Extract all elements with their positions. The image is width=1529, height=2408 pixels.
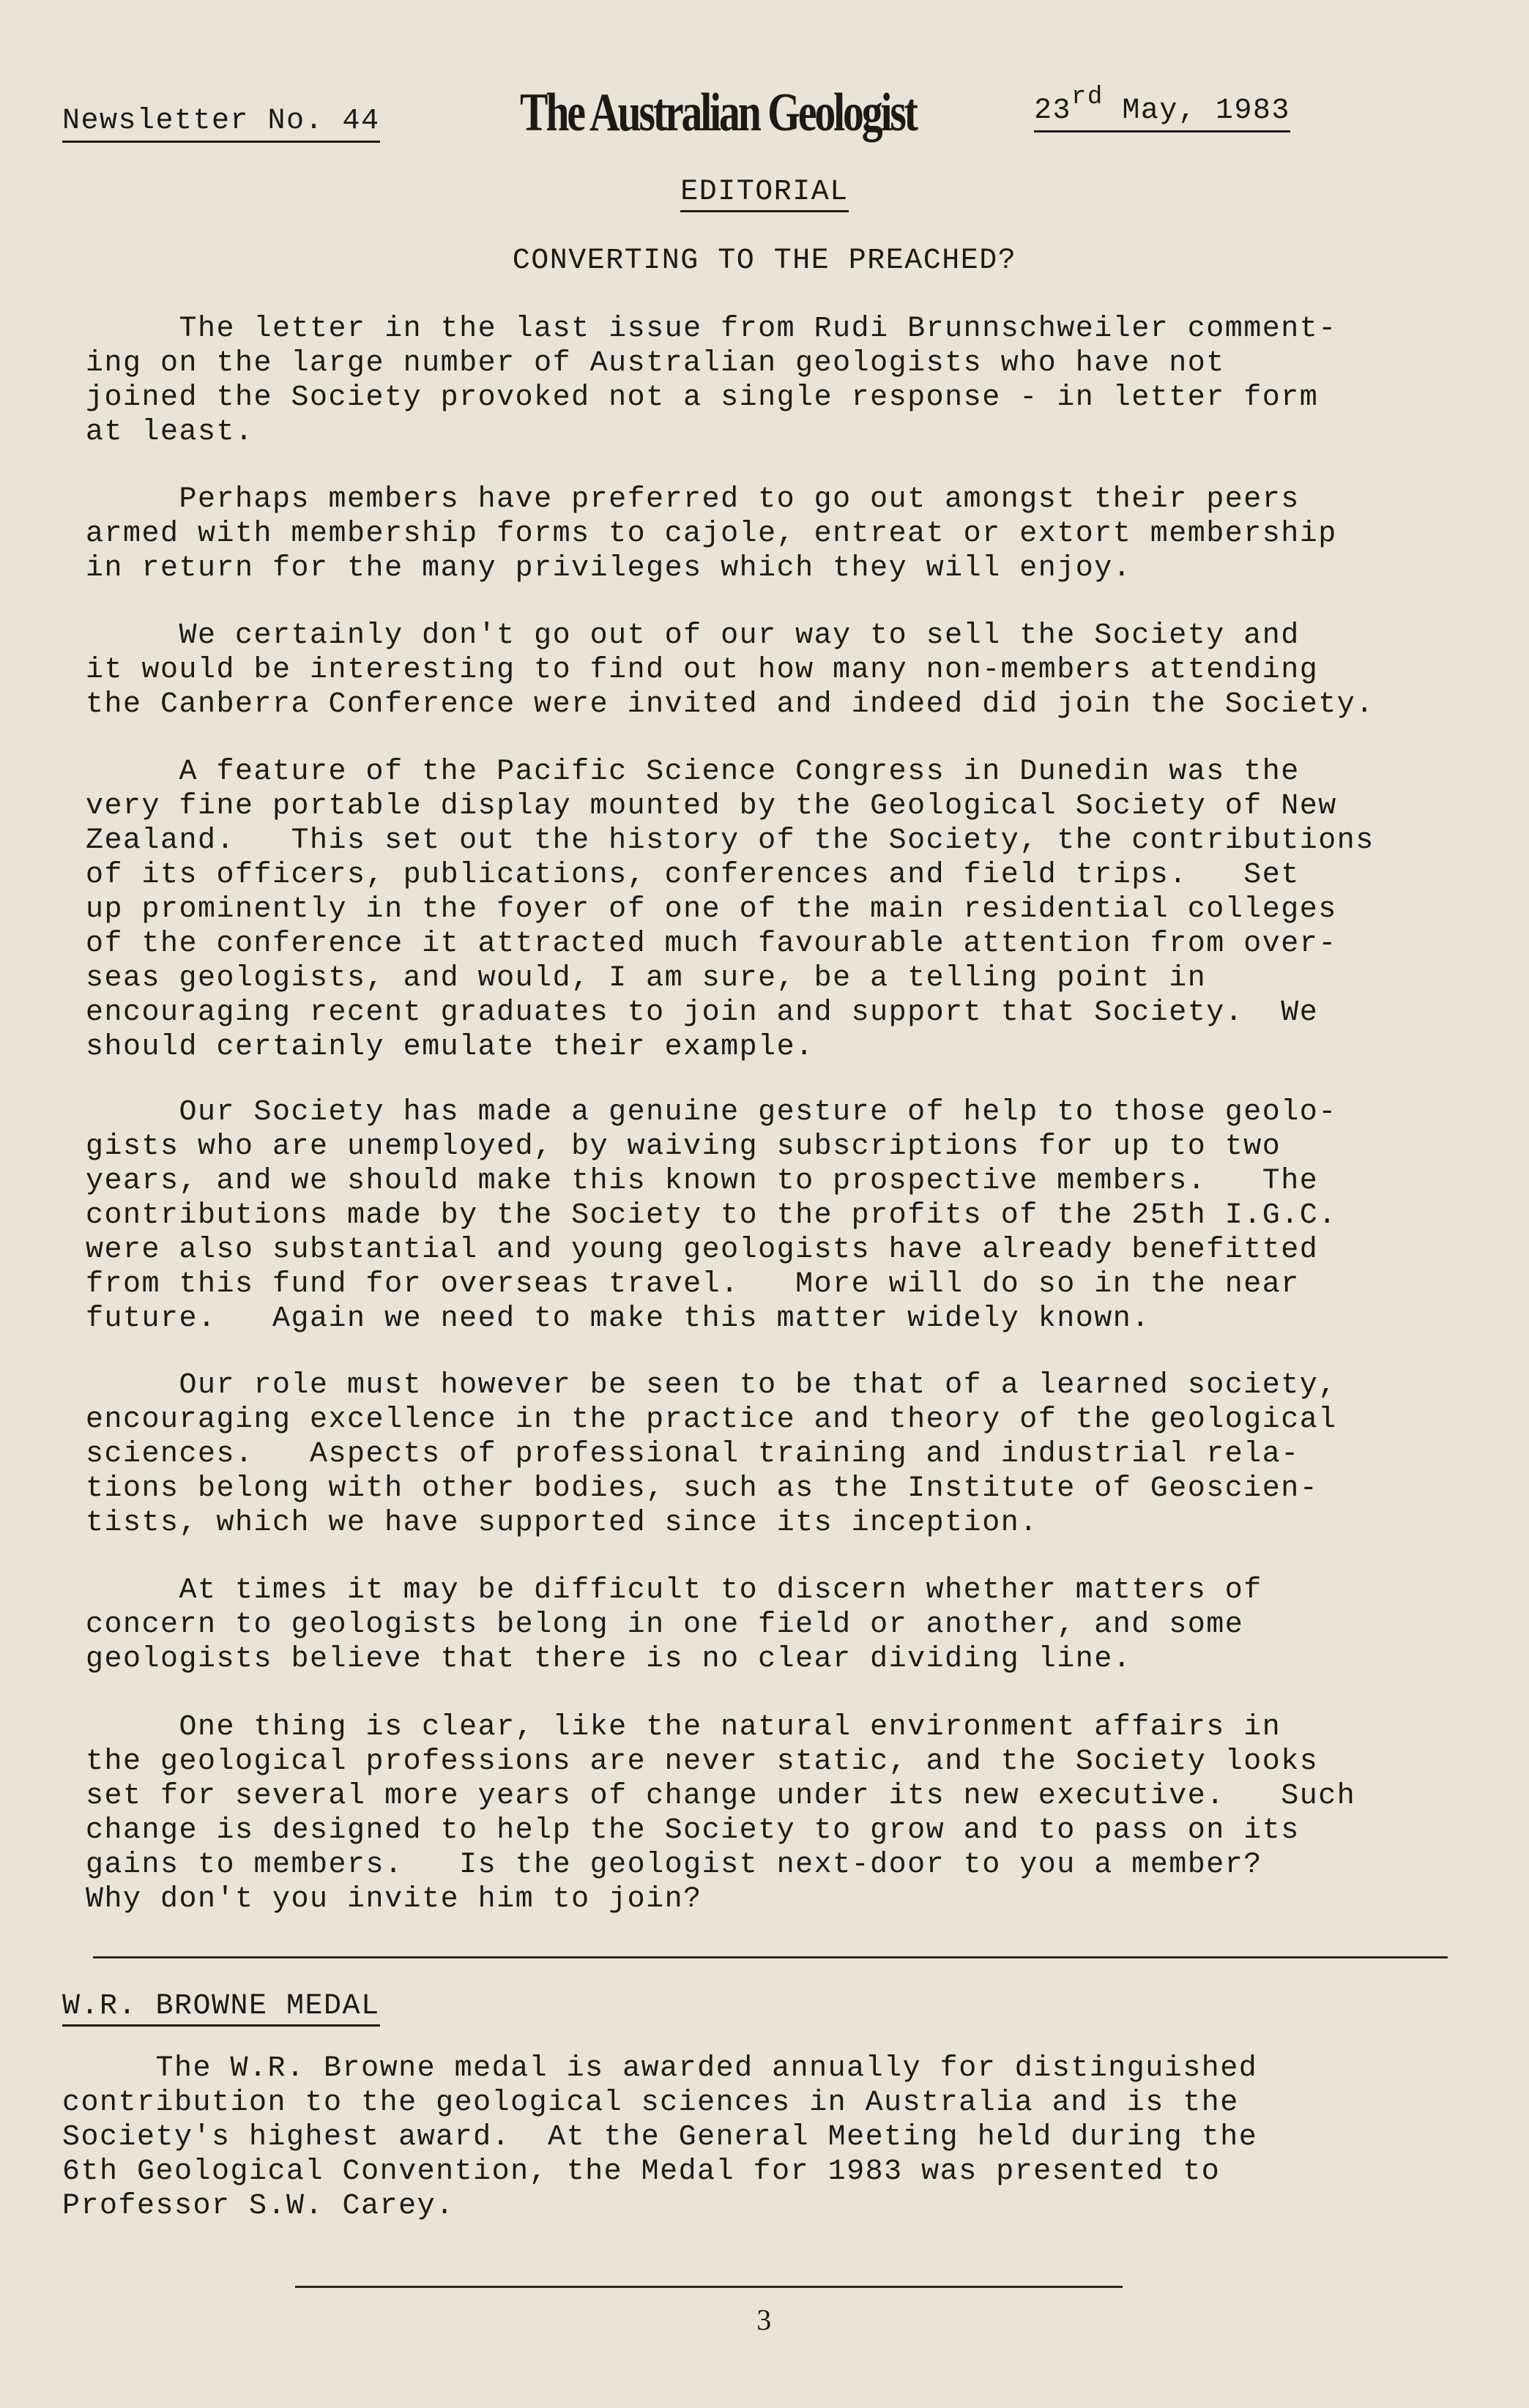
medal-paragraph: The W.R. Browne medal is awarded annually for distinguished contribution to the geological sciences in Australia and is the Society's highest award. At the General Meeting held during the 6th Geological Convention, the Medal for 1983 was presented to Professor S.W. Carey.	[62, 2052, 1258, 2223]
issue-date-month-year: May, 1983	[1103, 94, 1290, 127]
newsletter-number: Newsletter No. 44	[62, 104, 380, 143]
editorial-paragraph-4: A feature of the Pacific Science Congress in Dunedin was the very fine portable display mounted by the Geological Society of New Zealand. This set out the history of the Society, the contributions of its officers, publications, conferences and field trips. Set up prominently in the foyer of one of the main residential colleges of the conference it attracted much favourable attention from over- seas geologists, and would, I am sure, be a telling point in encouraging recent graduates to join and support that Society. We should certainly emulate their example.	[86, 756, 1374, 1064]
issue-date	[1034, 83, 1290, 133]
medal-heading: W.R. BROWNE MEDAL	[62, 1990, 380, 2027]
editorial-paragraph-6: Our role must however be seen to be that of a learned society, encouraging excellence in the practice and theory of the geological sciences. Aspects of professional training and industrial rela- tions belong with other bodies, such as the Institute of Geoscien- tists, which we have supported since its inception.	[86, 1369, 1337, 1540]
editorial-paragraph-8: One thing is clear, like the natural environment affairs in the geological professions are never static, and the Society looks set for several more years of change under its new executive. Such change is designed to help the Society to grow and to pass on its gains to members. Is the geologist next-door to you a member? Why don't you invite him to join?	[86, 1711, 1356, 1916]
section-divider	[93, 1956, 1448, 1958]
editorial-heading-row	[0, 175, 1529, 209]
editorial-heading: EDITORIAL	[680, 176, 849, 212]
editorial-title: CONVERTING TO THE PREACHED?	[512, 245, 1017, 277]
editorial-paragraph-5: Our Society has made a genuine gesture of help to those geolo- gists who are unemployed, by waiving subscriptions for up to two years, and we should make this known to prospective members. The contributions made by the Society to the profits of the 25th I.G.C. were also substantial and young geologists have already benefitted from this fund for overseas travel. More will do so in the near future. Again we need to make this matter widely known.	[86, 1096, 1337, 1335]
editorial-paragraph-1: The letter in the last issue from Rudi Brunnschweiler comment- ing on the large number of Australian geologists who have not joined the Society provoked not a single response - in letter form at least.	[86, 313, 1337, 449]
page-number: 3	[756, 2303, 773, 2336]
masthead-title: The Australian Geologist	[520, 83, 916, 143]
issue-date-day: 23	[1034, 94, 1072, 127]
editorial-paragraph-7: At times it may be difficult to discern whether matters of concern to geologists belong in one field or another, and some geologists believe that there is no clear dividing line.	[86, 1574, 1262, 1676]
issue-date-suffix: rd	[1071, 83, 1104, 111]
footer-divider	[295, 2286, 1123, 2288]
editorial-paragraph-3: We certainly don't go out of our way to sell the Society and it would be interesting to find out how many non-members attending the Canberra Conference were invited and indeed did join the Society.	[86, 619, 1374, 721]
medal-heading-row	[62, 1989, 380, 2024]
editorial-paragraph-2: Perhaps members have preferred to go out amongst their peers armed with membership forms to cajole, entreat or extort membership in return for the many privileges which they will enjoy.	[86, 483, 1337, 585]
